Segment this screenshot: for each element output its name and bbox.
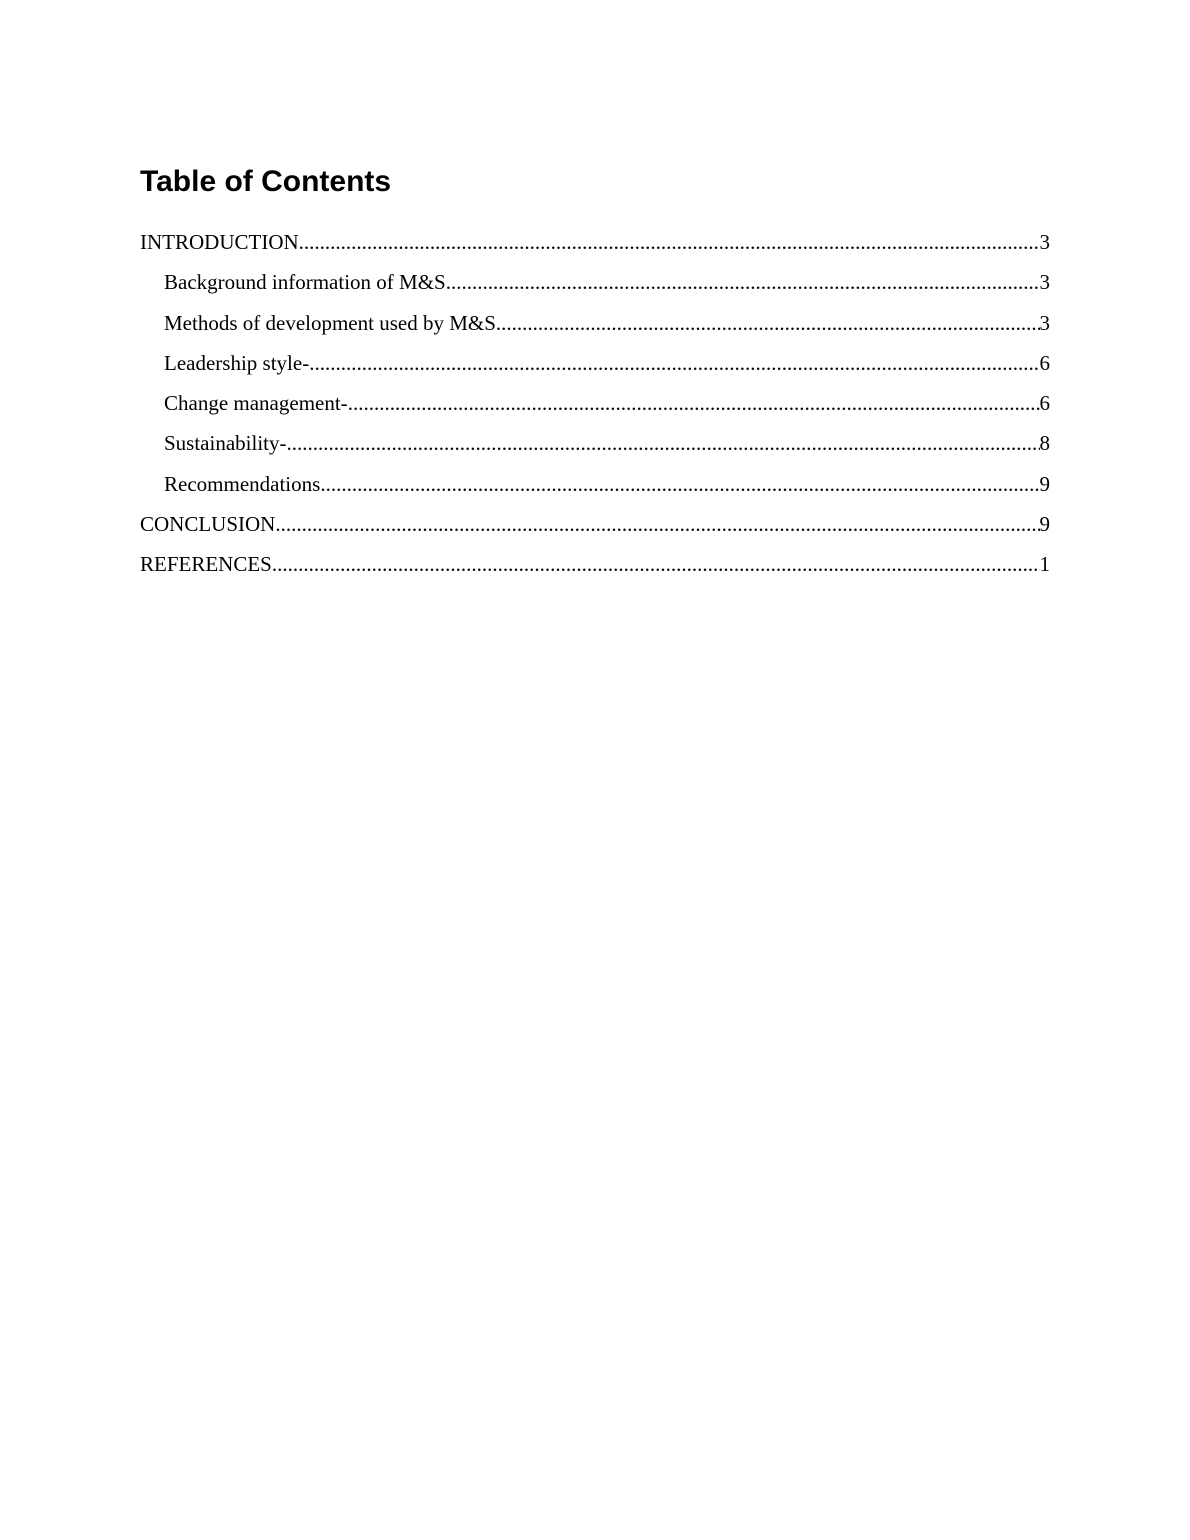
toc-dot-leader xyxy=(446,267,1040,297)
toc-title: Table of Contents xyxy=(140,165,392,198)
toc-entry-page-number: 3 xyxy=(1039,310,1050,335)
toc-dot-leader xyxy=(275,509,1039,539)
toc-entry-sustainability[interactable] xyxy=(140,428,1050,468)
toc-entry-label: Background information of M&S xyxy=(164,270,446,295)
toc-entry-leadership-style[interactable] xyxy=(140,348,1050,388)
toc-list xyxy=(140,227,1050,590)
toc-entry-label: REFERENCES xyxy=(140,552,272,577)
toc-entry-page-number: 6 xyxy=(1039,391,1050,416)
toc-entry-references[interactable] xyxy=(140,549,1050,589)
toc-entry-page-number: 8 xyxy=(1039,431,1050,456)
toc-entry-page-number: 1 xyxy=(1039,552,1050,577)
toc-entry-label: Change management- xyxy=(164,391,348,416)
toc-entry-recommendations[interactable] xyxy=(140,469,1050,509)
toc-dot-leader xyxy=(320,469,1039,499)
toc-dot-leader xyxy=(309,348,1039,378)
toc-entry-methods-of-development[interactable] xyxy=(140,308,1050,348)
toc-entry-label: CONCLUSION xyxy=(140,512,276,537)
toc-entry-label: Leadership style- xyxy=(164,350,310,375)
toc-entry-label: Recommendations xyxy=(164,471,321,496)
toc-entry-conclusion[interactable] xyxy=(140,509,1050,549)
toc-dot-leader xyxy=(496,308,1040,338)
toc-entry-label: INTRODUCTION xyxy=(140,230,299,254)
toc-entry-page-number: 9 xyxy=(1039,471,1050,496)
toc-dot-leader xyxy=(348,388,1040,418)
toc-entry-introduction[interactable] xyxy=(140,227,1050,267)
toc-entry-label: Methods of development used by M&S xyxy=(164,310,496,335)
toc-entry-page-number: 3 xyxy=(1039,230,1050,254)
toc-entry-background-information[interactable] xyxy=(140,267,1050,307)
toc-entry-change-management[interactable] xyxy=(140,388,1050,428)
toc-dot-leader xyxy=(287,428,1040,458)
toc-entry-page-number: 6 xyxy=(1039,350,1050,375)
toc-entry-page-number: 9 xyxy=(1039,512,1050,537)
toc-entry-page-number: 3 xyxy=(1039,270,1050,295)
toc-dot-leader xyxy=(272,549,1040,579)
toc-dot-leader xyxy=(299,227,1040,257)
toc-entry-label: Sustainability- xyxy=(164,431,287,456)
